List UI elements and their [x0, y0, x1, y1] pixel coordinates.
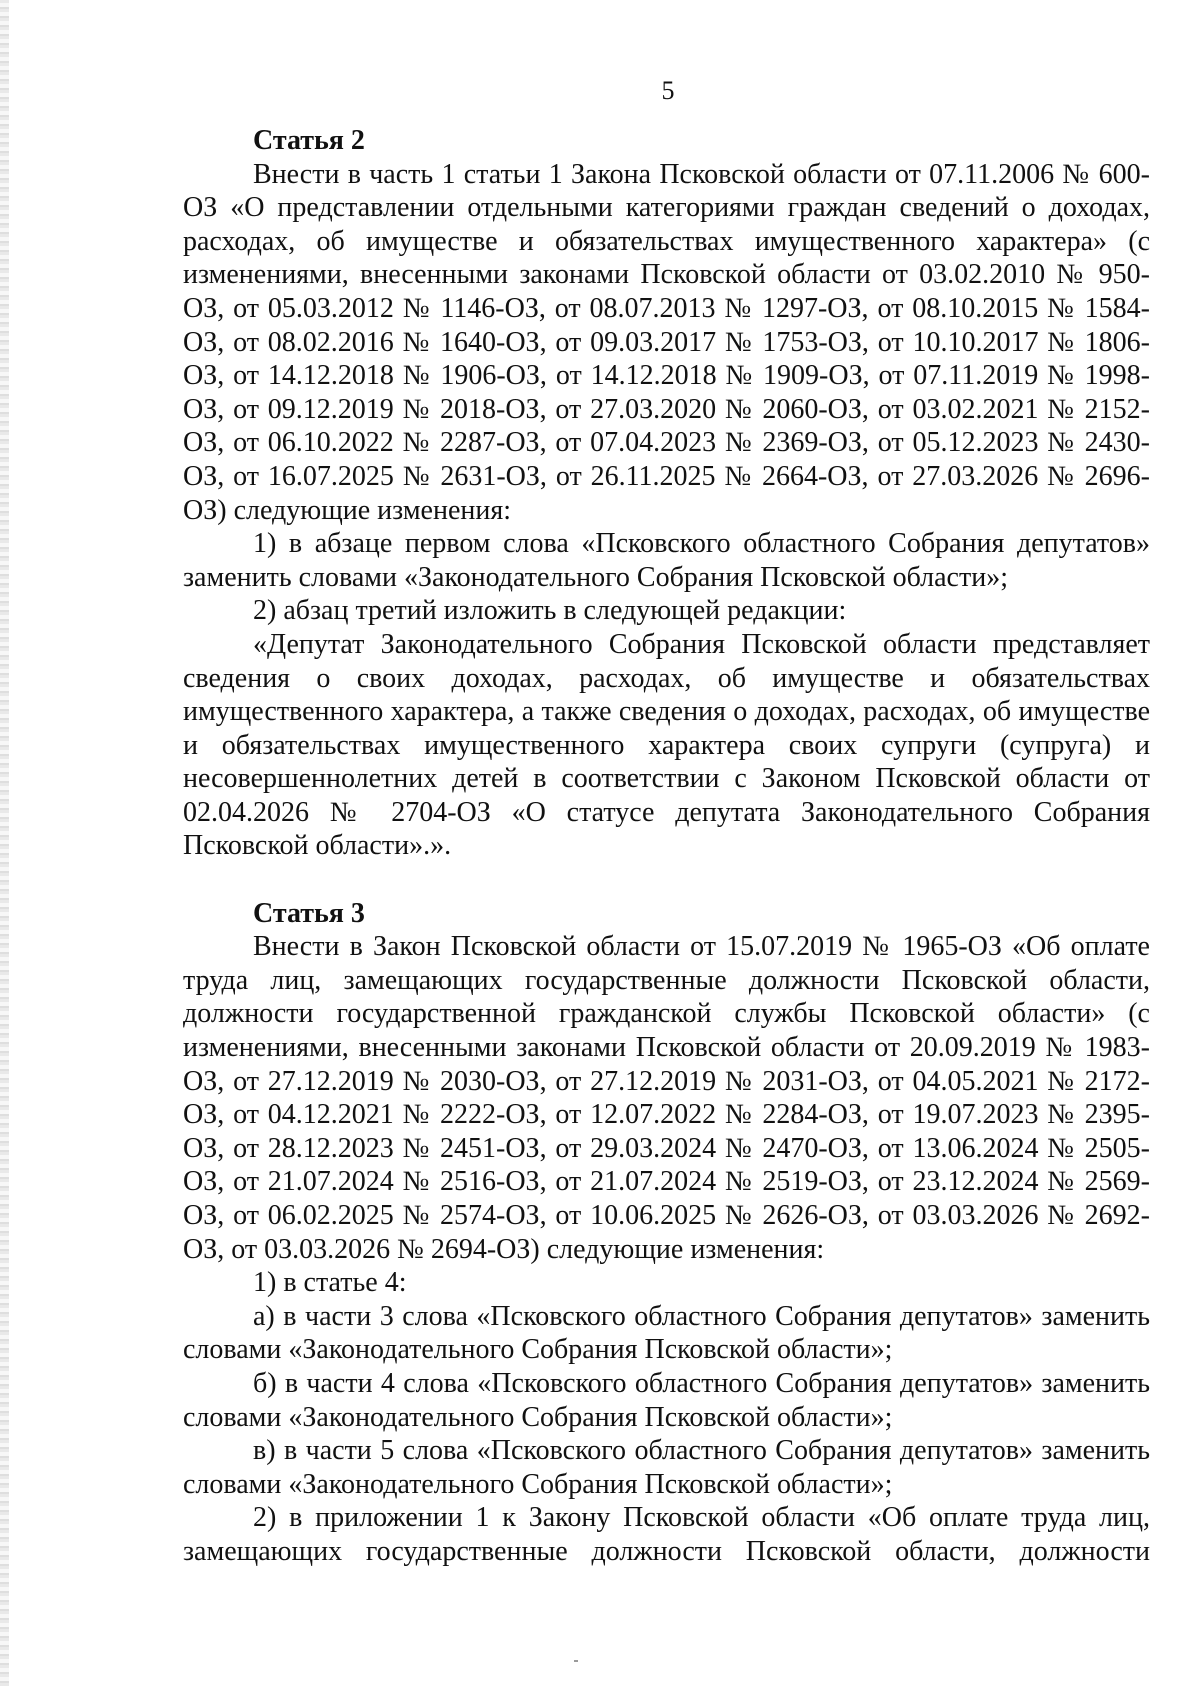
page-number: 5	[661, 76, 675, 105]
article-3	[183, 897, 1150, 1569]
article-3-item-2: 2) в приложении 1 к Закону Псковской области «Об оплате труда лиц, замещающих государственные должности Псковской области, должности	[183, 1502, 1150, 1567]
article-3-item-1: 1) в статье 4:	[253, 1267, 407, 1299]
scan-dot-artifact	[574, 1660, 578, 1662]
article-2	[183, 124, 1150, 863]
document-body	[183, 124, 1150, 1569]
article-3-item-1a: а) в части 3 слова «Псковского областного Собрания депутатов» заменить словами «Законодательного Собрания Псковской области»;	[183, 1300, 1150, 1366]
article-2-item-1: 1) в абзаце первом слова «Псковского областного Собрания депутатов» заменить словами «Законодательного Собрания Псковской области»;	[183, 528, 1150, 593]
article-2-item-2: 2) абзац третий изложить в следующей редакции:	[253, 595, 847, 627]
article-3-item-1b: б) в части 4 слова «Псковского областного Собрания депутатов» заменить словами «Законодательного Собрания Псковской области»;	[183, 1367, 1150, 1433]
article-2-quote: «Депутат Законодательного Собрания Псковской области представляет сведения о своих доходах, расходах, об имуществе и обязательствах имущественного характера, а также сведения о доходах, расходах, об имуществе и обязательствах имущественного характера своих супруги (супруга) и несовершеннолетних детей в соответствии с Законом Псковской области от 02.04.2026 № 2704-ОЗ «О статусе депутата Законодательного Собрания Псковской области».».	[183, 628, 1150, 862]
scan-edge-artifact	[0, 0, 9, 1686]
article-2-heading: Статья 2	[253, 125, 365, 156]
article-3-intro: Внести в Закон Псковской области от 15.07.2019 № 1965-ОЗ «Об оплате труда лиц, замещающих государственные должности Псковской области, должности государственной гражданской службы Псковской области» (с изменениями, внесенными законами Псковской области от 20.09.2019 № 1983-ОЗ, от 27.12.2019 № 2030-ОЗ, от 27.12.2019 № 2031-ОЗ, от 04.05.2021 № 2172-ОЗ, от 04.12.2021 № 2222-ОЗ, от 12.07.2022 № 2284-ОЗ, от 19.07.2023 № 2395-ОЗ, от 28.12.2023 № 2451-ОЗ, от 29.03.2024 № 2470-ОЗ, от 13.06.2024 № 2505-ОЗ, от 21.07.2024 № 2516-ОЗ, от 21.07.2024 № 2519-ОЗ, от 23.12.2024 № 2569-ОЗ, от 06.02.2025 № 2574-ОЗ, от 10.06.2025 № 2626-ОЗ, от 03.03.2026 № 2692-ОЗ, от 03.03.2026 № 2694-ОЗ) следующие изменения:	[183, 931, 1150, 1265]
article-2-intro: Внести в часть 1 статьи 1 Закона Псковской области от 07.11.2006 № 600-ОЗ «О представлении отдельными категориями граждан сведений о доходах, расходах, об имуществе и обязательствах имущественного характера» (с изменениями, внесенными законами Псковской области от 03.02.2010 № 950-ОЗ, от 05.03.2012 № 1146-ОЗ, от 08.07.2013 № 1297-ОЗ, от 08.10.2015 № 1584-ОЗ, от 08.02.2016 № 1640-ОЗ, от 09.03.2017 № 1753-ОЗ, от 10.10.2017 № 1806-ОЗ, от 14.12.2018 № 1906-ОЗ, от 14.12.2018 № 1909-ОЗ, от 07.11.2019 № 1998-ОЗ, от 09.12.2019 № 2018-ОЗ, от 27.03.2020 № 2060-ОЗ, от 03.02.2021 № 2152-ОЗ, от 06.10.2022 № 2287-ОЗ, от 07.04.2023 № 2369-ОЗ, от 05.12.2023 № 2430-ОЗ, от 16.07.2025 № 2631-ОЗ, от 26.11.2025 № 2664-ОЗ, от 27.03.2026 № 2696-ОЗ) следующие изменения:	[183, 158, 1150, 526]
article-3-item-1c: в) в части 5 слова «Псковского областного Собрания депутатов» заменить словами «Законодательного Собрания Псковской области»;	[183, 1435, 1150, 1500]
section-gap	[183, 863, 1150, 897]
article-3-heading: Статья 3	[253, 897, 365, 929]
